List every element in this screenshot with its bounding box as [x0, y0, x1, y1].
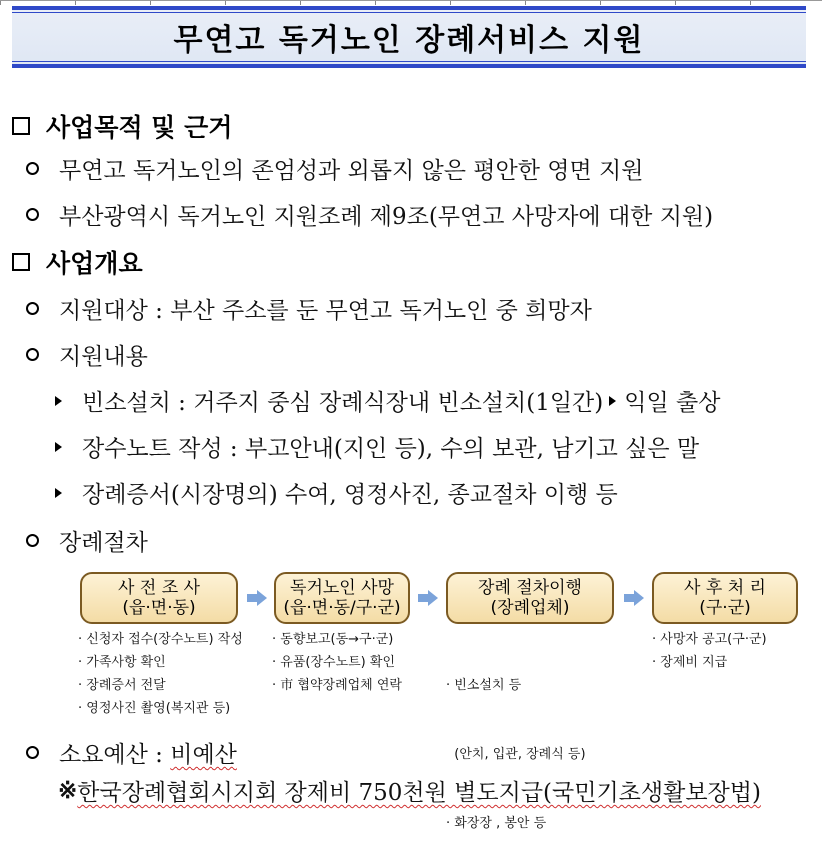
- content-item-text: 장례증서(시장명의) 수여, 영정사진, 종교절차 이행 등: [82, 482, 618, 508]
- square-bullet-icon: [12, 253, 30, 271]
- purpose-item-1: [26, 152, 643, 185]
- triangle-arrow-icon: [609, 396, 616, 406]
- triangle-bullet-icon: [55, 488, 62, 498]
- procedure-step-subtitle: (읍·면·동): [122, 598, 196, 618]
- title-banner: [12, 6, 806, 68]
- content-item-3: [55, 476, 618, 509]
- procedure-step-subtitle: (구·군): [699, 598, 751, 618]
- square-bullet-icon: [12, 117, 30, 135]
- right-arrow-icon: [624, 590, 644, 606]
- procedure-step-subtitle: (읍·면·동/구·군): [283, 598, 401, 618]
- purpose-item-text: 부산광역시 독거노인 지원조례 제9조(무연고 사망자에 대한 지원): [59, 204, 714, 230]
- right-arrow-icon: [247, 590, 267, 606]
- procedure-step-2-details: [272, 628, 402, 697]
- content-item-text: 장수노트 작성 : 부고안내(지인 등), 수의 보관, 남기고 싶은 말: [82, 436, 700, 462]
- procedure-step-4: [652, 572, 798, 624]
- procedure-step-3: [446, 572, 614, 624]
- title-inner-line-bottom: [12, 61, 806, 62]
- overview-target-text: 지원대상 : 부산 주소를 둔 무연고 독거노인 중 희망자: [59, 298, 592, 324]
- detail-item: · 신청자 접수(장수노트) 작성: [78, 632, 243, 647]
- circle-bullet-icon: [26, 208, 39, 221]
- triangle-bullet-icon: [55, 442, 62, 452]
- reference-mark-icon: ※: [58, 777, 78, 804]
- circle-bullet-icon: [26, 302, 39, 315]
- circle-bullet-icon: [26, 746, 39, 759]
- circle-bullet-icon: [26, 348, 39, 361]
- title-inner-line-top: [12, 12, 806, 13]
- procedure-step-title: 사 후 처 리: [684, 578, 766, 598]
- section-heading-overview: [12, 244, 143, 280]
- procedure-step-title: 장례 절차이행: [478, 578, 582, 598]
- procedure-step-title: 사 전 조 사: [118, 578, 200, 598]
- detail-item: · 영정사진 촬영(복지관 등): [78, 701, 231, 716]
- procedure-label: [26, 524, 148, 557]
- procedure-step-title: 독거노인 사망: [290, 578, 394, 598]
- content-item-1: [55, 384, 720, 417]
- budget-label: 소요예산 :: [59, 742, 171, 768]
- triangle-bullet-icon: [55, 396, 62, 406]
- right-arrow-icon: [418, 590, 438, 606]
- detail-item: · 빈소설치 등: [446, 678, 522, 693]
- content-item-text-2: 익일 출상: [624, 390, 721, 416]
- section-heading-purpose: [12, 108, 232, 144]
- procedure-step-subtitle: (장례업체): [490, 598, 570, 618]
- section-heading-text: 사업개요: [46, 249, 143, 278]
- procedure-step-1-details: [78, 628, 243, 720]
- overview-content-label: [26, 338, 148, 371]
- note-text: 한국장례협회시지회 장제비 750천원 별도지급(국민기초생활보장법): [77, 780, 761, 806]
- detail-item: · 화장장 , 봉안 등: [446, 816, 547, 831]
- detail-item: · 동향보고(동→구·군): [272, 632, 394, 647]
- procedure-step-3-details: [446, 628, 586, 858]
- note-line: [58, 774, 761, 807]
- detail-item: · 가족사항 확인: [78, 655, 166, 670]
- content-item-text: 빈소설치 : 거주지 중심 장례식장내 빈소설치(1일간): [82, 390, 604, 416]
- procedure-label-text: 장례절차: [59, 530, 148, 556]
- procedure-step-1: [80, 572, 238, 624]
- overview-target: [26, 292, 592, 325]
- detail-item: (안치, 입관, 장례식 등): [446, 747, 586, 762]
- budget-value: 비예산: [170, 742, 237, 768]
- circle-bullet-icon: [26, 534, 39, 547]
- content-item-2: [55, 430, 699, 463]
- detail-item: · 사망자 공고(구·군): [652, 632, 767, 647]
- budget-line: [26, 736, 237, 769]
- purpose-item-2: [26, 198, 713, 231]
- page-title: 무연고 독거노인 장례서비스 지원: [173, 23, 645, 58]
- detail-item: · 장례증서 전달: [78, 678, 166, 693]
- procedure-step-2: [274, 572, 410, 624]
- detail-item: · 市 협약장례업체 연락: [272, 678, 402, 693]
- detail-item: · 장제비 지급: [652, 655, 728, 670]
- overview-content-label-text: 지원내용: [59, 344, 148, 370]
- circle-bullet-icon: [26, 162, 39, 175]
- purpose-item-text: 무연고 독거노인의 존엄성과 외롭지 않은 평안한 영면 지원: [59, 158, 644, 184]
- top-ruler: [0, 0, 822, 5]
- procedure-step-4-details: [652, 628, 767, 674]
- section-heading-text: 사업목적 및 근거: [46, 113, 233, 142]
- detail-item: · 유품(장수노트) 확인: [272, 655, 396, 670]
